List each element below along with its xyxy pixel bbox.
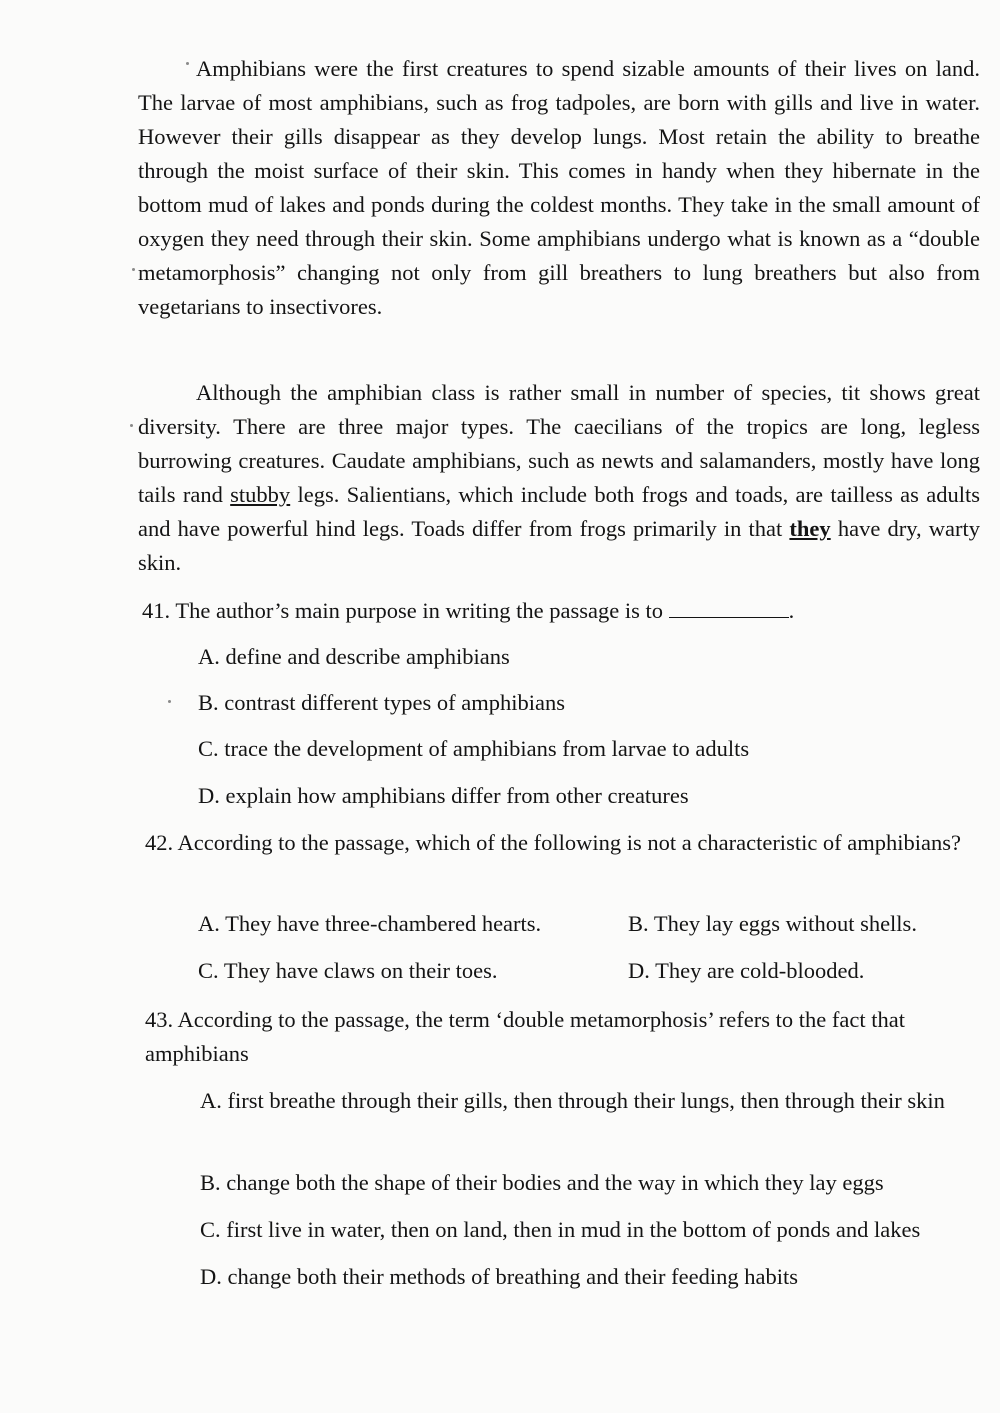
question-42-option-d: D. They are cold-blooded.: [628, 958, 865, 983]
question-43-option-a: A. first breathe through their gills, then through their lungs, then through their skin: [200, 1088, 945, 1113]
question-43-option-c: C. first live in water, then on land, then in mud in the bottom of ponds and lakes: [200, 1217, 921, 1242]
scan-speck: [130, 424, 133, 427]
question-43-stem: 43. According to the passage, the term ‘double metamorphosis’ refers to the fact that amphibians: [145, 1007, 905, 1066]
scan-speck: [168, 700, 171, 703]
passage-paragraph-1: Amphibians were the first creatures to spend sizable amounts of their lives on land. The larvae of most amphibians, such as frog tadpoles, are born with gills and live in water. However their gills disappear as they develop lungs. Most retain the ability to breathe through the moist surface of their skin. This comes in handy when they hibernate in the bottom mud of lakes and ponds during the coldest months. They take in the small amount of oxygen they need through their skin. Some amphibians undergo what is known as a “double metamorphosis” changing not only from gill breathers to lung breathers but also from vegetarians to insectivores.: [138, 56, 980, 319]
underlined-word-stubby: stubby: [230, 482, 291, 507]
answer-blank: [669, 599, 789, 618]
passage-p2-text-c: have dry, warty skin.: [138, 516, 980, 575]
question-43-option-d: D. change both their methods of breathing and their feeding habits: [200, 1264, 798, 1289]
question-41-option-b: B. contrast different types of amphibians: [198, 690, 565, 715]
question-41: [142, 594, 980, 628]
question-41-option-d: D. explain how amphibians differ from other creatures: [198, 783, 689, 808]
question-41-option-c: C. trace the development of amphibians from larvae to adults: [198, 736, 750, 761]
passage-p2-text-b: legs. Salientians, which include both frogs and toads, are tailless as adults and have powerful hind legs. Toads differ from frogs primarily in that: [138, 482, 981, 541]
question-43-option-b: B. change both the shape of their bodies and the way in which they lay eggs: [200, 1170, 884, 1195]
question-42-option-a: A. They have three-chambered hearts.: [198, 911, 542, 936]
question-41-option-a: A. define and describe amphibians: [198, 644, 510, 669]
question-42-option-c: C. They have claws on their toes.: [198, 958, 498, 983]
question-41-stem: 41. The author’s main purpose in writing the passage is to: [142, 598, 663, 623]
question-42-option-b: B. They lay eggs without shells.: [628, 911, 917, 936]
passage-paragraph-2: [138, 376, 980, 580]
question-42-stem: 42. According to the passage, which of the following is not a characteristic of amphibians?: [145, 830, 962, 855]
question-41-end: .: [788, 598, 795, 623]
underlined-word-they: they: [789, 516, 831, 541]
passage-p2-text-a: Although the amphibian class is rather small in number of species, tit shows great diversity. There are three major types. The caecilians of the tropics are long, legless burrowing creatures. Caudate amphibians, such as newts and salamanders, mostly have long tails rand: [138, 380, 980, 507]
scan-speck: [132, 268, 135, 271]
